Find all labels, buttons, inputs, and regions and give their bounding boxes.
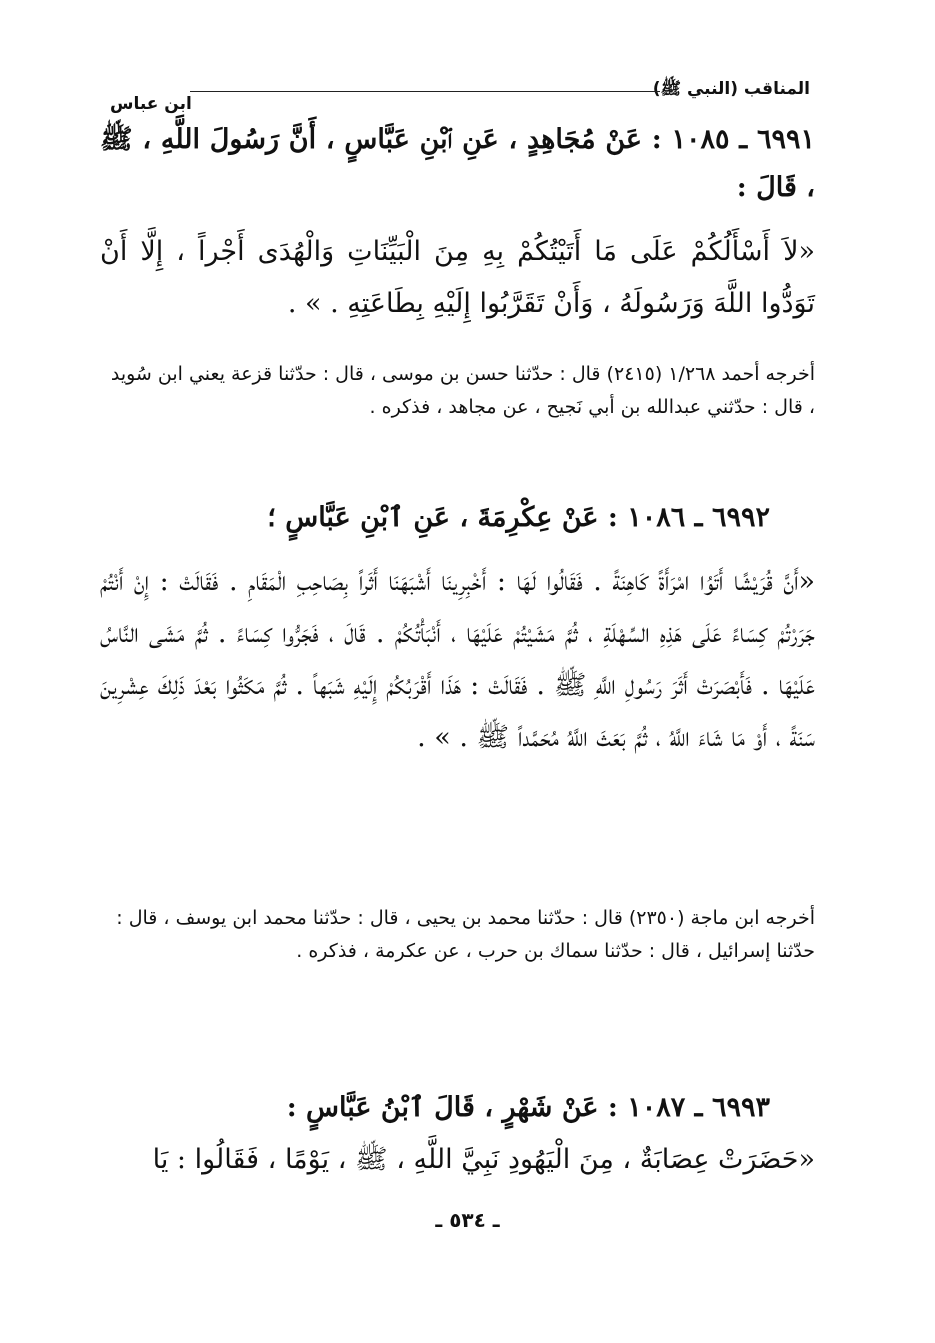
hadith-6992-takhrij-block xyxy=(100,902,815,968)
hadith-6993-text-block xyxy=(100,1134,815,1186)
hadith-6993 xyxy=(100,1084,815,1132)
hadith-6992-isnad: ٦٩٩٢ ـ ١٠٨٦ : عَنْ عِكْرِمَةَ ، عَنِ ٱبْنِ عَبَّاسٍ ؛ xyxy=(267,502,770,533)
hadith-6991-matn: «لاَ أَسْأَلُكُمْ عَلَى مَا أَتَيْتُكُمْ بِهِ مِنَ الْبَيِّنَاتِ وَالْهُدَى أَجْراً ، إِلَّا أَنْ تَوَدُّوا اللَّهَ وَرَسُولَهُ ، وَأَنْ تَقَرَّبُوا إِلَيْهِ بِطَاعَتِهِ . » . xyxy=(100,236,815,319)
hadith-6992-matn: «أَنَّ قُرَيْشًا أَتَوُا امْرَأَةً كَاهِنَةً . فَقَالُوا لَهَا : أَخْبِرِينَا أَشْبَهَنَا أَثَراً بِصَاحِبِ الْمَقَامِ . فَقَالَتْ : إِنْ أَنْتُمْ جَرَرْتُمْ كِسَاءً عَلَى هَذِهِ السِّهْلَةِ ، ثُمَّ مَشَيْتُمْ عَلَيْهَا ، أَنْبَأْتُكُمْ . قَالَ ، فَجَرُّوا كِسَاءً . ثُمَّ مَشَى النَّاسُ عَلَيْهَا . فَأَبْصَرَتْ أَثَرَ رَسُولِ اللَّهِ ﷺ . فَقَالَتْ : هَذَا أَقْرَبُكُمْ إِلَيْهِ شَبَهاً . ثُمَّ مَكَثُوا بَعْدَ ذَلِكَ عِشْرِينَ سَنَةً ، أَوْ مَا شَاءَ اللَّهُ ، ثُمَّ بَعَثَ اللَّهُ مُحَمَّداً ﷺ . » . xyxy=(100,566,815,753)
header-chapter-title: المناقب (النبي ﷺ) xyxy=(652,79,810,99)
header-rule xyxy=(190,91,660,92)
hadith-6992-takhrij: أخرجه ابن ماجة (٢٣٥٠) قال : حدّثنا محمد بن يحيى ، قال : حدّثنا محمد ابن يوسف ، قال : حدّثنا إسرائيل ، قال : حدّثنا سماك بن حرب ، عن عكرمة ، فذكره . xyxy=(116,907,815,962)
hadith-6991-isnad: ٦٩٩١ ـ ١٠٨٥ : عَنْ مُجَاهِدٍ ، عَنِ ٱبْنِ عَبَّاسٍ ، أَنَّ رَسُولَ اللَّهِ ، ﷺ ، قَالَ : xyxy=(100,124,815,203)
hadith-6991 xyxy=(100,116,815,212)
hadith-6992-text-block xyxy=(100,556,815,764)
running-header xyxy=(110,78,810,118)
hadith-6991-text-block xyxy=(100,226,815,330)
hadith-6993-isnad: ٦٩٩٣ ـ ١٠٨٧ : عَنْ شَهْرٍ ، قَالَ ٱبْنُ عَبَّاسٍ : xyxy=(286,1092,770,1123)
hadith-6991-takhrij-block xyxy=(100,358,815,424)
hadith-6992 xyxy=(100,494,815,542)
page-number: ـ ٥٣٤ ـ xyxy=(435,1208,500,1232)
hadith-6993-matn: «حَضَرَتْ عِصَابَةٌ ، مِنَ الْيَهُودِ نَبِيَّ اللَّهِ ، ﷺ ، يَوْمًا ، فَقَالُوا : يَا xyxy=(152,1144,815,1175)
header-narrator: ابن عباس xyxy=(110,94,192,114)
hadith-6991-takhrij: أخرجه أحمد ١/٢٦٨ (٢٤١٥) قال : حدّثنا حسن بن موسى ، قال : حدّثنا قزعة يعني ابن سُويد ، قال : حدّثني عبدالله بن أبي نَجيح ، عن مجاهد ، فذكره . xyxy=(110,363,815,418)
